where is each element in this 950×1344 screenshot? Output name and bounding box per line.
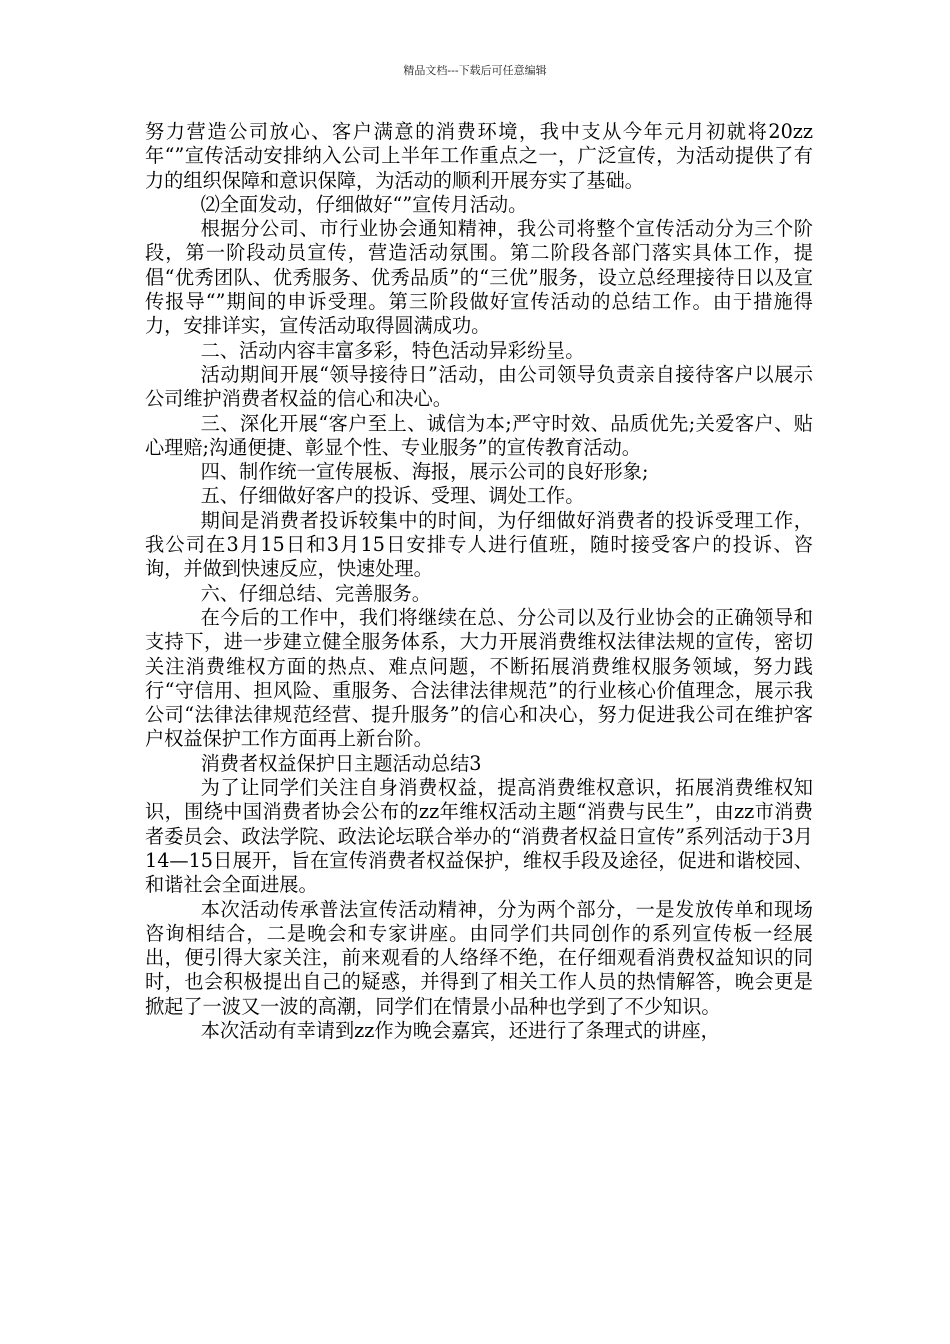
page-header: 精品文档---下载后可任意编辑 [403, 64, 547, 77]
paragraph-11: 在今后的工作中，我们将继续在总、分公司以及行业协会的正确领导和支持下，进一步建立健全服务体系，大力开展消费维权法律法规的宣传，密切关注消费维权方面的热点、难点问题，不断拓展消费维权服务领域，努力践行“守信用、担风险、重服务、合法律法律规范”的行业核心价值理念，展示我公司“法律法律规范经营、提升服务”的信心和决心，努力促进我公司在维护客户权益保护工作方面再上新台阶。 [145, 605, 813, 751]
paragraph-1: 努力营造公司放心、客户满意的消费环境，我中支从今年元月初就将20zz年“”宣传活动安排纳入公司上半年工作重点之一，广泛宣传，为活动提供了有力的组织保障和意识保障，为活动的顺利开展夯实了基础。 [145, 120, 813, 192]
document-body [145, 120, 813, 1043]
paragraph-15: 本次活动有幸请到zz作为晚会嘉宾，还进行了条理式的讲座， [200, 1018, 720, 1042]
section-heading-5: 五、仔细做好客户的投诉、受理、调处工作。 [200, 484, 585, 508]
section-heading-4: 四、制作统一宣传展板、海报，展示公司的良好形象; [200, 460, 649, 484]
paragraph-14: 本次活动传承普法宣传活动精神，分为两个部分，一是发放传单和现场咨询相结合，二是晚会和专家讲座。由同学们共同创作的系列宣传板一经展出，便引得大家关注，前来观看的人络绎不绝，在仔细观看消费权益知识的同时，也会积极提出自己的疑惑，并得到了相关工作人员的热情解答，晚会更是掀起了一波又一波的高潮，同学们在情景小品种也学到了不少知识。 [145, 897, 813, 1018]
paragraph-13: 为了让同学们关注自身消费权益，提高消费维权意识，拓展消费维权知识，围绕中国消费者协会公布的zz年维权活动主题“消费与民生”，由zz市消费者委员会、政法学院、政法论坛联合举办的“消费者权益日宣传”系列活动于3月14—15日展开，旨在宣传消费者权益保护，维权手段及途径，促进和谐校园、和谐社会全面进展。 [145, 776, 813, 897]
paragraph-5: 活动期间开展“领导接待日”活动，由公司领导负责亲自接待客户以展示公司维护消费者权益的信心和决心。 [145, 362, 813, 411]
paragraph-3: 根据分公司、市行业协会通知精神，我公司将整个宣传活动分为三个阶段，第一阶段动员宣传，营造活动氛围。第二阶段各部门落实具体工作，提倡“优秀团队、优秀服务、优秀品质”的“三优”服务，设立总经理接待日以及宣传报导“”期间的申诉受理。第三阶段做好宣传活动的总结工作。由于措施得力，安排详实，宣传活动取得圆满成功。 [145, 217, 813, 338]
paragraph-2: ⑵全面发动，仔细做好“”宣传月活动。 [200, 192, 528, 216]
paragraph-9: 期间是消费者投诉较集中的时间，为仔细做好消费者的投诉受理工作，我公司在3月15日和3月15日安排专人进行值班，随时接受客户的投诉、咨询，并做到快速反应，快速处理。 [145, 508, 813, 581]
section-heading-3: 三、深化开展“客户至上、诚信为本;严守时效、品质优先;关爱客户、贴心理赔;沟通便捷、彰显个性、专业服务”的宣传教育活动。 [145, 411, 813, 459]
section-heading-6: 六、仔细总结、完善服务。 [200, 581, 431, 605]
section-heading-2: 二、活动内容丰富多彩，特色活动异彩纷呈。 [200, 338, 585, 362]
summary-title: 消费者权益保护日主题活动总结3 [200, 751, 482, 775]
